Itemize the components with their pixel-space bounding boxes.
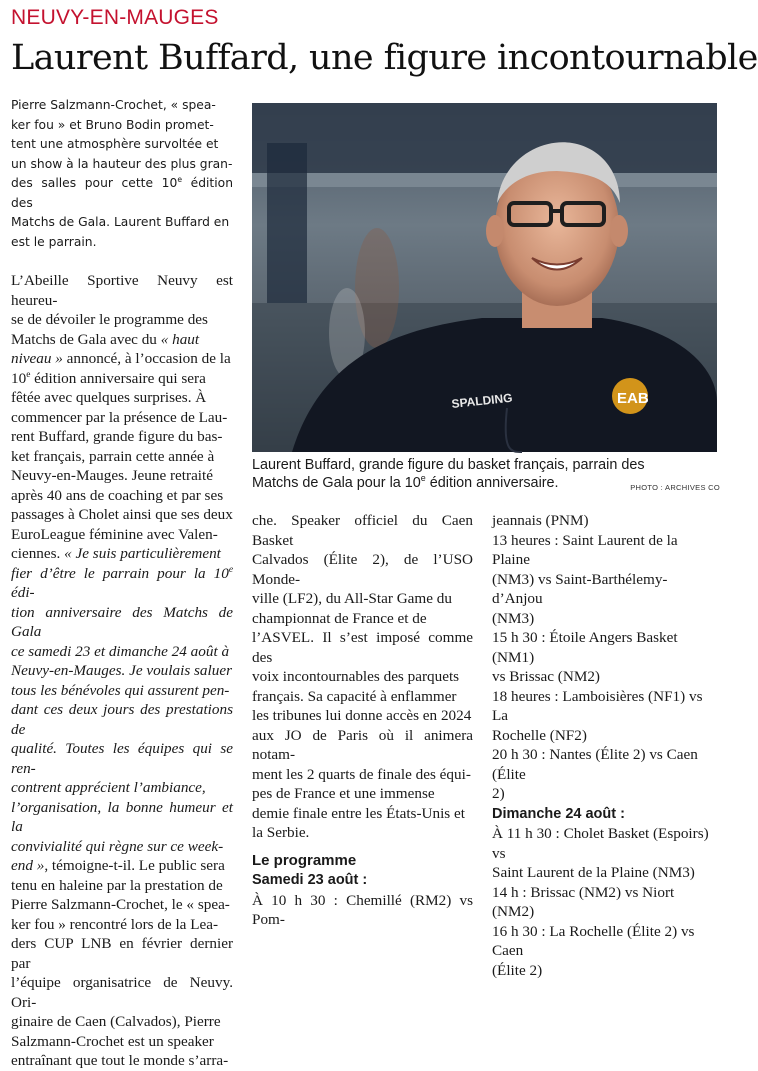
photo-caption: Laurent Buffard, grande figure du basket français, parrain des Matchs de Gala pour la 10e édition anniversaire.: [252, 457, 645, 491]
jersey-brand-text: SPALDING: [450, 390, 514, 411]
article-column-3: [492, 511, 714, 980]
body-paragraph: L’Abeille Sportive Neuvy est heureu- se de dévoiler le programme des Matchs de Gala avec du « haut niveau » annoncé, à l’occasion de la 10e édition anniversaire qui sera fêtée avec quelques surprises. À commencer par la présence de Lau- rent Buffard, grande figure du bas- ket français, parrain cette année à Neuvy-en-Mauges. Jeune retraité après 40 ans de coaching et par ses passages à Cholet ainsi que ses deux EuroLeague féminine avec Valen- ciennes. « Je suis particulièrement fier d’être le parrain pour la 10e édi- tion anniversaire des Matchs de Gala ce samedi 23 et dimanche 24 août à Neuvy-en-Mauges. Je voulais saluer tous les bénévoles qui assurent pen- dant ces deux jours des prestations de qualité. Toutes les équipes qui se ren- contrent apprécient l’ambiance, l’organisation, la bonne humeur et la convivialité qui règne sur ce week- end », témoigne-t-il. Le public sera tenu en haleine par la prestation de Pierre Salzmann-Crochet, le « spea- ker fou » rencontré lors de la Lea- ders CUP LNB en février dernier par l’équipe organisatrice de Neuvy. Ori- ginaire de Caen (Calvados), Pierre Salzmann-Crochet est un speaker entraînant que tout le monde s’arra-: [11, 272, 233, 1069]
photo-credit: PHOTO : ARCHIVES CO: [630, 483, 720, 492]
program-heading: Le programme: [252, 851, 357, 869]
article-headline: Laurent Buffard, une figure incontournable: [11, 38, 758, 78]
article-lead: Pierre Salzmann-Crochet, « spea- ker fou » et Bruno Bodin promet- tent une atmosphère survoltée et un show à la hauteur des plus gran- des salles pour cette 10e édition des Matchs de Gala. Laurent Buffard en est le parrain.: [11, 98, 233, 249]
photo-illustration: [252, 103, 717, 452]
program-list: jeannais (PNM) 13 heures : Saint Laurent de la Plaine (NM3) vs Saint-Barthélemy-d’Anjou (NM3) 15 h 30 : Étoile Angers Basket (NM1) vs Brissac (NM2) 18 heures : Lamboisières (NF1) vs La Rochelle (NF2) 20 h 30 : Nantes (Élite 2) vs Caen (Élite 2) Dimanche 24 août : À 11 h 30 : Cholet Basket (Espoirs) vs Saint Laurent de la Plaine (NM3) 14 h : Brissac (NM2) vs Niort (NM2) 16 h 30 : La Rochelle (Élite 2) vs Caen (Élite 2): [492, 512, 709, 979]
article-column-1: [11, 96, 233, 1071]
section-kicker: NEUVY-EN-MAUGES: [11, 6, 219, 29]
program-list: Samedi 23 août : À 10 h 30 : Chemillé (RM2) vs Pom-: [252, 872, 473, 928]
body-paragraph: che. Speaker officiel du Caen Basket Calvados (Élite 2), de l’USO Monde- ville (LF2), du All-Star Game du championnat de France et de l’ASVEL. Il s’est imposé comme des voix incontournables des parquets français. Sa capacité à enflammer les tribunes lui donne accès en 2024 aux JO de Paris où il animera notam- ment les 2 quarts de finale des équi- pes de France et une immense demie finale entre les États-Unis et la Serbie.: [252, 512, 473, 841]
article-column-2: [252, 511, 473, 930]
portrait-photo: [252, 103, 717, 452]
jersey-logo-text: EAB: [617, 390, 649, 407]
